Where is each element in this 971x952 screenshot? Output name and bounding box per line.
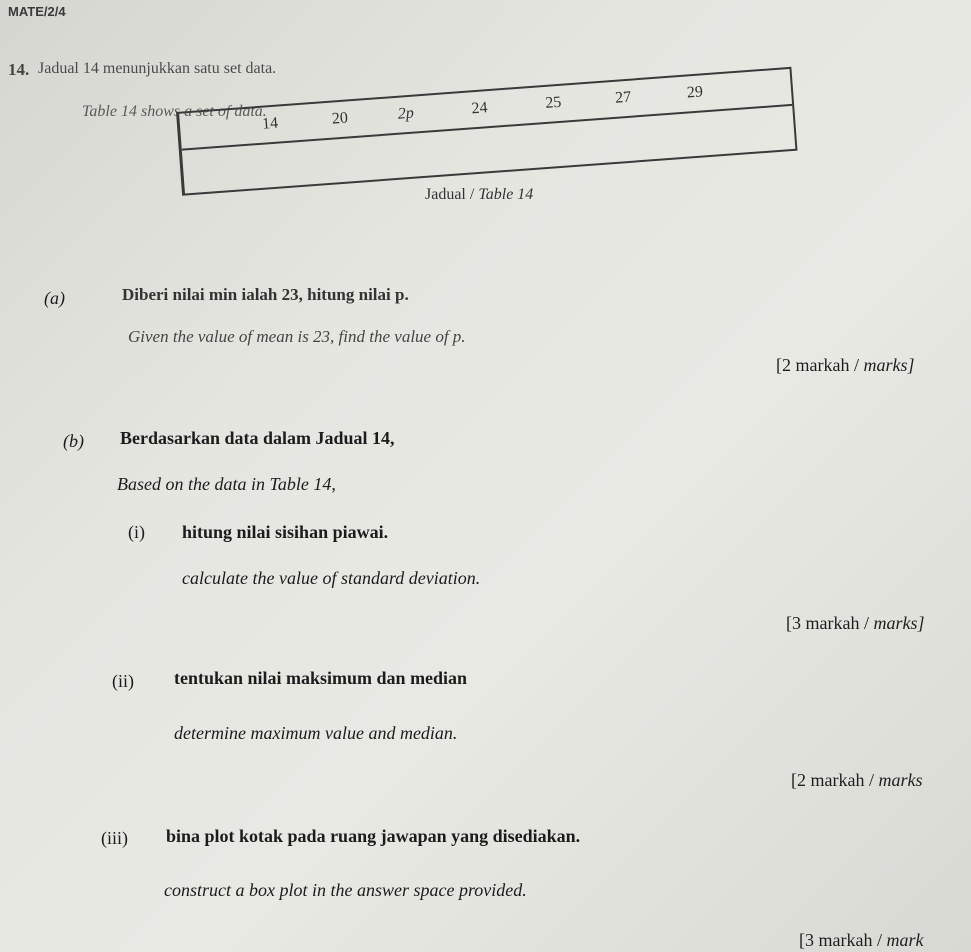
sub-ii-marks xyxy=(791,770,922,791)
marks-ms: [3 markah / xyxy=(786,613,874,633)
sub-i-label: (i) xyxy=(128,522,145,542)
table-cell: 25 xyxy=(544,93,562,112)
sub-ii-text-en: determine maximum value and median. xyxy=(174,723,458,743)
sub-ii-text-ms: tentukan nilai maksimum dan median xyxy=(174,668,468,688)
question-number: 14. xyxy=(8,60,30,79)
caption-en: Table 14 xyxy=(478,186,534,203)
table-cell: 27 xyxy=(614,88,632,107)
marks-ms: [2 markah / xyxy=(776,355,864,375)
caption-ms: Jadual / xyxy=(425,186,479,203)
sub-i-text-ms: hitung nilai sisihan piawai. xyxy=(182,522,389,542)
question-intro-en: Table 14 shows a set of data. xyxy=(82,103,267,120)
marks-en: marks] xyxy=(873,613,925,633)
marks-en: marks xyxy=(878,770,923,790)
question-intro-ms: Jadual 14 menunjukkan satu set data. xyxy=(38,60,277,77)
table-cell: 14 xyxy=(261,114,279,133)
table-cell: 2p xyxy=(397,104,415,123)
page-header: MATE/2/4 xyxy=(8,4,66,19)
table-caption xyxy=(425,186,533,204)
table-cell: 20 xyxy=(331,109,349,128)
part-b-text-en: Based on the data in Table 14, xyxy=(117,474,336,494)
part-a-text-en: Given the value of mean is 23, find the value of p. xyxy=(128,327,466,346)
marks-en: mark xyxy=(886,930,924,950)
sub-iii-text-ms: bina plot kotak pada ruang jawapan yang disediakan. xyxy=(166,826,581,846)
sub-i-marks xyxy=(786,613,924,634)
marks-ms: [3 markah / xyxy=(799,930,887,950)
marks-ms: [2 markah / xyxy=(791,770,879,790)
sub-iii-label: (iii) xyxy=(101,828,128,848)
part-a-label: (a) xyxy=(44,288,65,308)
marks-en: marks] xyxy=(863,355,915,375)
part-b-label: (b) xyxy=(63,431,84,451)
part-a-marks xyxy=(776,355,914,376)
sub-i-text-en: calculate the value of standard deviation. xyxy=(182,568,481,588)
sub-iii-marks xyxy=(799,930,923,951)
sub-iii-text-en: construct a box plot in the answer space provided. xyxy=(164,880,527,900)
data-table xyxy=(176,67,797,196)
sub-ii-label: (ii) xyxy=(112,671,134,691)
table-cell: 29 xyxy=(686,83,704,102)
table-cell: 24 xyxy=(470,99,489,118)
part-a-text-ms: Diberi nilai min ialah 23, hitung nilai p. xyxy=(122,285,409,304)
part-b-text-ms: Berdasarkan data dalam Jadual 14, xyxy=(120,428,395,448)
